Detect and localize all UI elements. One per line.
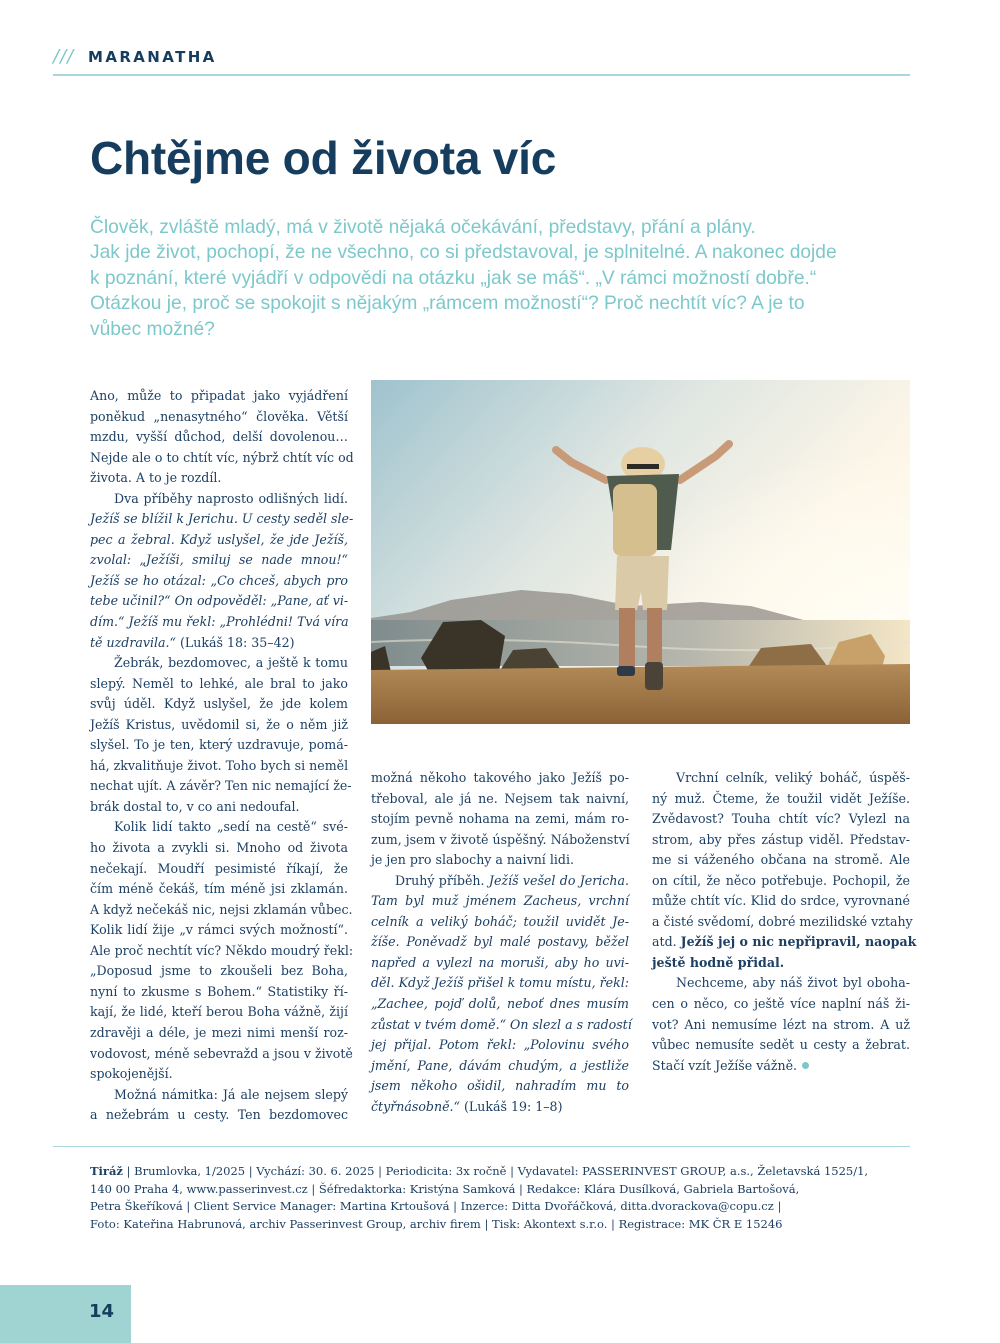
- body-line: strom, aby přes zástup viděl. Představ-: [652, 831, 910, 847]
- footer-divider: [53, 1146, 910, 1147]
- body-line: svůj úděl. Když uslyšel, že jde kolem: [90, 696, 348, 712]
- scripture-text: Ježíš vešel do Jericha.: [488, 872, 629, 888]
- body-line: je jen pro slabochy a naivní lidi.: [371, 852, 574, 868]
- article-column-3: [652, 768, 917, 1076]
- article-photo: [371, 380, 910, 724]
- scripture-line-with-reference: [371, 1097, 629, 1118]
- scripture-line: děl. Když Ježíš přišel k tomu místu, řekl:: [371, 975, 629, 991]
- page-number: 14: [88, 1301, 114, 1322]
- body-text: Druhý příběh.: [395, 872, 489, 888]
- imprint-line: Foto: Kateřina Habrunová, archiv Passerinvest Group, archiv firem | Tisk: Akontext s.r.o. | Registrace: MK ČR E 15246: [90, 1216, 783, 1231]
- scripture-line: jej přijal. Potom řekl: „Polovinu svého: [371, 1037, 629, 1053]
- body-line: spokojenější.: [90, 1066, 173, 1082]
- imprint-label: Tiráž: [90, 1164, 123, 1178]
- body-line: ho života a zvykli si. Mnoho od života: [90, 840, 348, 856]
- body-line: stojím pevně nohama na zemi, mám ro-: [371, 811, 629, 827]
- article-column-2: [371, 768, 632, 1117]
- body-line: ný muž. Čteme, že toužil vidět Ježíše.: [652, 790, 910, 806]
- scripture-line: dím.“ Ježíš mu řekl: „Prohlédni! Tvá víra: [90, 614, 349, 630]
- page-title: Chtějme od života víc: [90, 132, 557, 184]
- imprint-line: Petra Škeříková | Client Service Manager: Martina Krtoušová | Inzerce: Ditta Dvořáčková, ditta.dvorackova@copu.cz |: [90, 1199, 782, 1213]
- body-text: Stačí vzít Ježíše vážně.: [652, 1057, 798, 1073]
- lead-line: Otázkou je, proč se spokojit s nějakým „rámcem možností“? Proč nechtít víc? A je to: [90, 293, 805, 315]
- body-line: Kolik lidí takto „sedí na cestě“ své-: [114, 819, 348, 835]
- body-line: třeboval, ale já ne. Nejsem tak naivní,: [371, 790, 629, 806]
- body-line: Dva příběhy naprosto odlišných lidí.: [114, 490, 348, 506]
- scripture-text: tě uzdravila.“: [90, 634, 176, 650]
- body-line: může chtít víc. Klid do srdce, vyrovnané: [652, 893, 910, 909]
- body-line: a nežebrám u cesty. Ten bezdomovec: [90, 1107, 348, 1123]
- imprint-line: [90, 1163, 910, 1181]
- scripture-line: zvolal: „Ježíši, smiluj se nade mnou!“: [90, 552, 348, 568]
- end-of-article-dot-icon: [802, 1062, 809, 1069]
- scripture-line-with-reference: [90, 633, 348, 654]
- body-line: nyní to zkusme s Bohem.“ Statistiky ří-: [90, 983, 348, 999]
- imprint: [90, 1163, 910, 1233]
- body-line: há, zkvalitňuje život. Toho bych si neměl: [90, 757, 349, 773]
- body-line: vodovost, méně sebevražd a jsou v životě: [90, 1045, 353, 1061]
- body-line: Ježíš Kristus, uvědomil si, že o něm již: [90, 716, 348, 732]
- scripture-line: Ježíš se blížil k Jerichu. U cesty seděl sle-: [90, 511, 354, 527]
- scripture-line: Ježíš se ho otázal: „Co chceš, abych pro: [90, 572, 348, 588]
- body-line: a čisté svědomí, dobré mezilidské vztahy: [652, 913, 913, 929]
- body-line: nečekají. Moudří pesimisté říkají, že: [90, 860, 348, 876]
- emphasis-text: Ježíš jej o nic nepřipravil, naopak: [680, 934, 917, 950]
- body-text: atd.: [652, 934, 681, 950]
- lead-line: k poznání, které vyjádří v odpovědi na otázku „jak se máš“. „V rámci možností dobře.“: [90, 267, 817, 289]
- imprint-line: 140 00 Praha 4, www.passerinvest.cz | Šéfredaktorka: Kristýna Samková | Redakce: Klára Dusílková, Gabriela Bartošová,: [90, 1181, 800, 1196]
- body-line: možná někoho takového jako Ježíš po-: [371, 770, 629, 785]
- body-line: nechat ujít. A závěr? Ten nic nemající že-: [90, 778, 352, 794]
- scripture-line: pec a žebral. Když uslyšel, že jde Ježíš,: [90, 531, 348, 547]
- body-line: Vrchní celník, veliký boháč, úspěš-: [676, 770, 910, 785]
- body-line: Kolik lidí žije „v rámci svých možností“.: [90, 922, 348, 938]
- imprint-text: | Brumlovka, 1/2025 | Vychází: 30. 6. 2025 | Periodicita: 3x ročně | Vydavatel: PASSERINVEST GROUP, a.s., Želetavská 1525/1,: [122, 1164, 869, 1178]
- body-line: Možná námitka: Já ale nejsem slepý: [114, 1086, 348, 1102]
- body-line: zdravěji a déle, je mezi nimi menší roz-: [90, 1024, 348, 1040]
- scripture-line: žíše. Poněvadž byl malé postavy, běžel: [371, 934, 629, 950]
- body-line-final: [652, 1056, 910, 1077]
- page-number-tab: [0, 1285, 131, 1343]
- body-line: života. A to je rozdíl.: [90, 470, 222, 486]
- scripture-line: celník a veliký boháč; toužil uvidět Je-: [371, 913, 629, 929]
- body-line: mzdu, vyšší důchod, delší dovolenou…: [90, 429, 348, 445]
- emphasis-text: ještě hodně přidal.: [652, 954, 785, 970]
- body-line: vůbec nemusíte sedět u cesty a žebrat.: [652, 1037, 910, 1053]
- body-line: Ano, může to připadat jako vyjádření: [90, 388, 348, 403]
- body-line: Ale proč nechtít víc? Někdo moudrý řekl:: [90, 942, 354, 958]
- section-name: MARANATHA: [88, 48, 217, 66]
- body-line: on cítil, že něco potřebuje. Pochopil, že: [652, 872, 910, 888]
- body-line: zum, jsem v životě úspěšný. Náboženství: [371, 831, 630, 847]
- article-column-1: [90, 386, 354, 1126]
- section-slashes-icon: ///: [53, 46, 75, 67]
- scripture-reference: (Lukáš 19: 1–8): [459, 1098, 563, 1114]
- body-line: „Doposud jsme to zkoušeli bez Boha,: [90, 963, 348, 979]
- scripture-line: tebe učinil?“ On odpověděl: „Pane, ať vi-: [90, 593, 349, 609]
- scripture-line: Tam byl muž jménem Zacheus, vrchní: [371, 893, 629, 909]
- scripture-line: jsem někoho ošidil, nahradím mu to: [371, 1078, 629, 1094]
- body-line: Nejde ale o to chtít víc, nýbrž chtít víc od: [90, 449, 354, 465]
- lead-paragraph: [90, 215, 920, 342]
- lead-line: vůbec možné?: [90, 318, 215, 340]
- body-line: kají, že lidé, kteří berou Boha vážně, žijí: [90, 1004, 348, 1020]
- body-line-mixed: [652, 932, 917, 953]
- scripture-line: „Zachee, pojď dolů, neboť dnes musím: [371, 996, 629, 1012]
- section-header: [53, 44, 910, 76]
- scripture-reference: (Lukáš 18: 35–42): [175, 634, 295, 650]
- lead-line: Jak jde život, pochopí, že ne všechno, co si představoval, je splnitelné. A nakonec dojde: [90, 242, 837, 264]
- body-line: slepý. Neměl to lehké, ale bral to jako: [90, 675, 348, 691]
- emphasis-line: [652, 953, 910, 974]
- scripture-line: jmění, Pane, dávám chudým, a jestliže: [371, 1057, 629, 1073]
- scripture-line: napřed a vylezl na moruši, aby ho uvi-: [371, 954, 629, 970]
- body-line: me si váženého občana na stromě. Ale: [652, 852, 910, 868]
- body-line: Žebrák, bezdomovec, a ještě k tomu: [114, 655, 348, 671]
- lead-line: Člověk, zvláště mladý, má v životě nějaká očekávání, představy, přání a plány.: [90, 217, 756, 238]
- body-line: cen o něco, co ještě více naplní náš ži-: [652, 996, 910, 1012]
- body-line-mixed: [371, 871, 629, 892]
- body-line: čím méně čekáš, tím méně jsi zklamán.: [90, 881, 348, 897]
- body-line: slyšel. To je ten, který uzdravuje, pomá-: [90, 737, 348, 753]
- beach-photo-illustration: [371, 380, 910, 724]
- body-line: A když nečekáš nic, nejsi zklamán vůbec.: [90, 901, 353, 917]
- body-line: Nechceme, aby náš život byl oboha-: [676, 975, 910, 991]
- body-line: poněkud „nenasytného“ člověka. Větší: [90, 408, 348, 424]
- scripture-text: čtyřnásobně.“: [371, 1098, 460, 1114]
- scripture-line: zůstat v tvém domě.“ On slezl a s radostí: [371, 1016, 632, 1032]
- body-line: vot? Ani nemusíme lézt na strom. A už: [652, 1016, 910, 1032]
- body-line: brák dostal to, v co ani nedoufal.: [90, 798, 300, 814]
- body-line: Zvědavost? Touha chtít víc? Vylezl na: [652, 811, 910, 827]
